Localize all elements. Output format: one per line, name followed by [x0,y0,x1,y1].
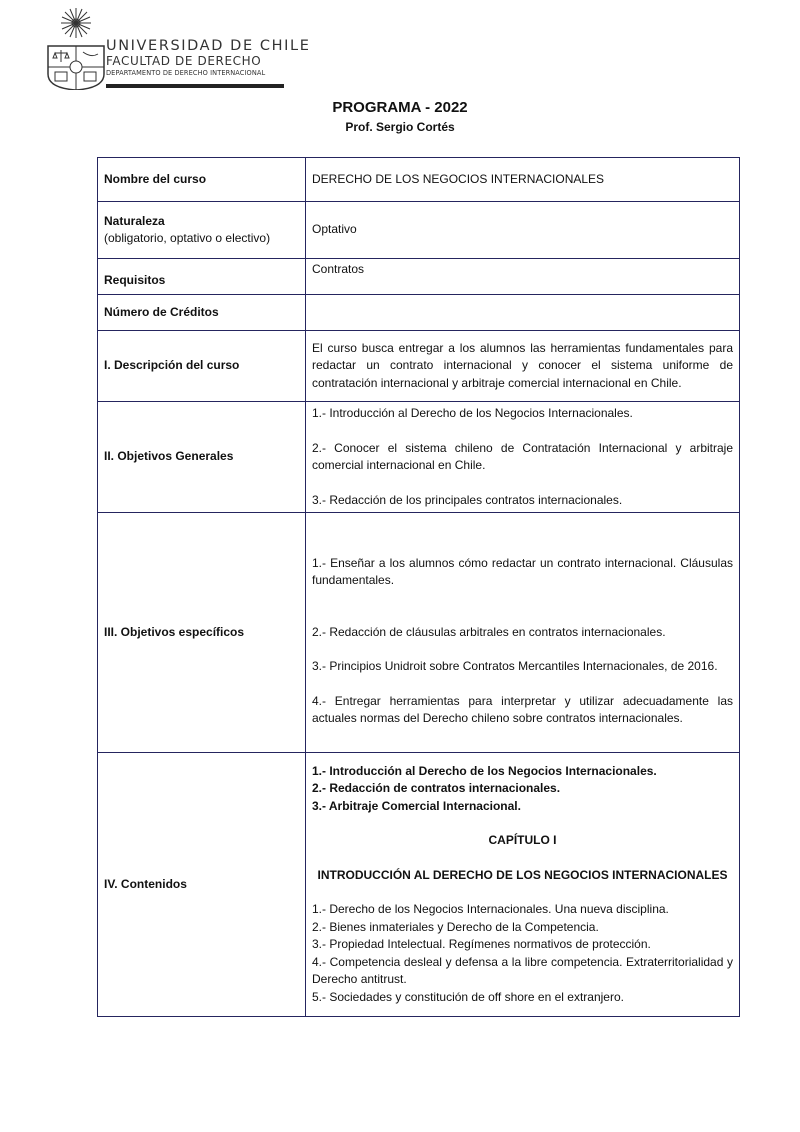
general-objectives-cell [306,402,740,513]
contents-cell [306,753,740,1017]
list-item: 4.- Competencia desleal y defensa a la libre competencia. Extraterritorialidad y Derecho antitrust. [312,954,733,987]
table-row [98,402,740,513]
contents-label: IV. Contenidos [98,753,306,1017]
list-item: 3.- Redacción de los principales contratos internacionales. [312,492,623,507]
table-row [98,295,740,331]
nature-sublabel: (obligatorio, optativo o electivo) [104,231,271,245]
table-row [98,753,740,1017]
description-value: El curso busca entregar a los alumnos las herramientas fundamentales para redactar un contrato internacional y conocer el sistema uniforme de contratación internacional y arbitraje comercial internacional en Chile. [306,331,740,402]
nature-value: Optativo [306,202,740,259]
list-item: 3.- Propiedad Intelectual. Regímenes normativos de protección. [312,937,651,952]
header-divider [106,84,284,88]
summary-item: 3.- Arbitraje Comercial Internacional. [312,798,521,813]
list-item: 5.- Sociedades y constitución de off shore en el extranjero. [312,989,624,1004]
table-row [98,259,740,295]
course-name-value: DERECHO DE LOS NEGOCIOS INTERNACIONALES [306,158,740,202]
professor-name: Prof. Sergio Cortés [345,120,455,134]
list-item: 4.- Entregar herramientas para interpretar y utilizar adecuadamente las actuales normas del Derecho chileno sobre contratos internacionales. [312,693,733,725]
summary-item: 1.- Introducción al Derecho de los Negocios Internacionales. [312,763,657,778]
chapter-title: INTRODUCCIÓN AL DERECHO DE LOS NEGOCIOS INTERNACIONALES [317,867,728,882]
description-label: I. Descripción del curso [98,331,306,402]
faculty-name: FACULTAD DE DERECHO [106,54,262,68]
table-row [98,158,740,202]
list-item: 1.- Derecho de los Negocios Internacionales. Una nueva disciplina. [312,902,669,917]
department-name: DEPARTAMENTO DE DERECHO INTERNACIONAL [106,69,266,77]
university-name: UNIVERSIDAD DE CHILE [106,38,311,54]
list-item: 2.- Bienes inmateriales y Derecho de la Competencia. [312,919,599,934]
credits-value [306,295,740,331]
credits-label: Número de Créditos [98,295,306,331]
institution-header [106,38,310,88]
page-title: PROGRAMA - 2022 [332,99,468,116]
chapter-heading: CAPÍTULO I [488,833,557,848]
nature-label-cell [98,202,306,259]
list-item: 1.- Enseñar a los alumnos cómo redactar un contrato internacional. Cláusulas fundamentales. [312,555,733,587]
specific-objectives-label: III. Objetivos específicos [98,513,306,753]
table-row [98,202,740,259]
table-row [98,513,740,753]
course-name-label: Nombre del curso [98,158,306,202]
nature-label: Naturaleza [104,213,165,228]
requirements-label: Requisitos [98,259,306,295]
university-crest-logo [46,6,106,90]
list-item: 2.- Conocer el sistema chileno de Contratación Internacional y arbitraje comercial internacional en Chile. [312,440,733,472]
specific-objectives-cell [306,513,740,753]
list-item: 3.- Principios Unidroit sobre Contratos Mercantiles Internacionales, de 2016. [312,659,718,673]
summary-item: 2.- Redacción de contratos internacionales. [312,781,561,796]
table-row [98,331,740,402]
requirements-value: Contratos [306,259,740,295]
list-item: 1.- Introducción al Derecho de los Negocios Internacionales. [312,406,633,420]
course-program-table [97,157,740,1017]
list-item: 2.- Redacción de cláusulas arbitrales en contratos internacionales. [312,624,666,639]
general-objectives-label: II. Objetivos Generales [98,402,306,513]
